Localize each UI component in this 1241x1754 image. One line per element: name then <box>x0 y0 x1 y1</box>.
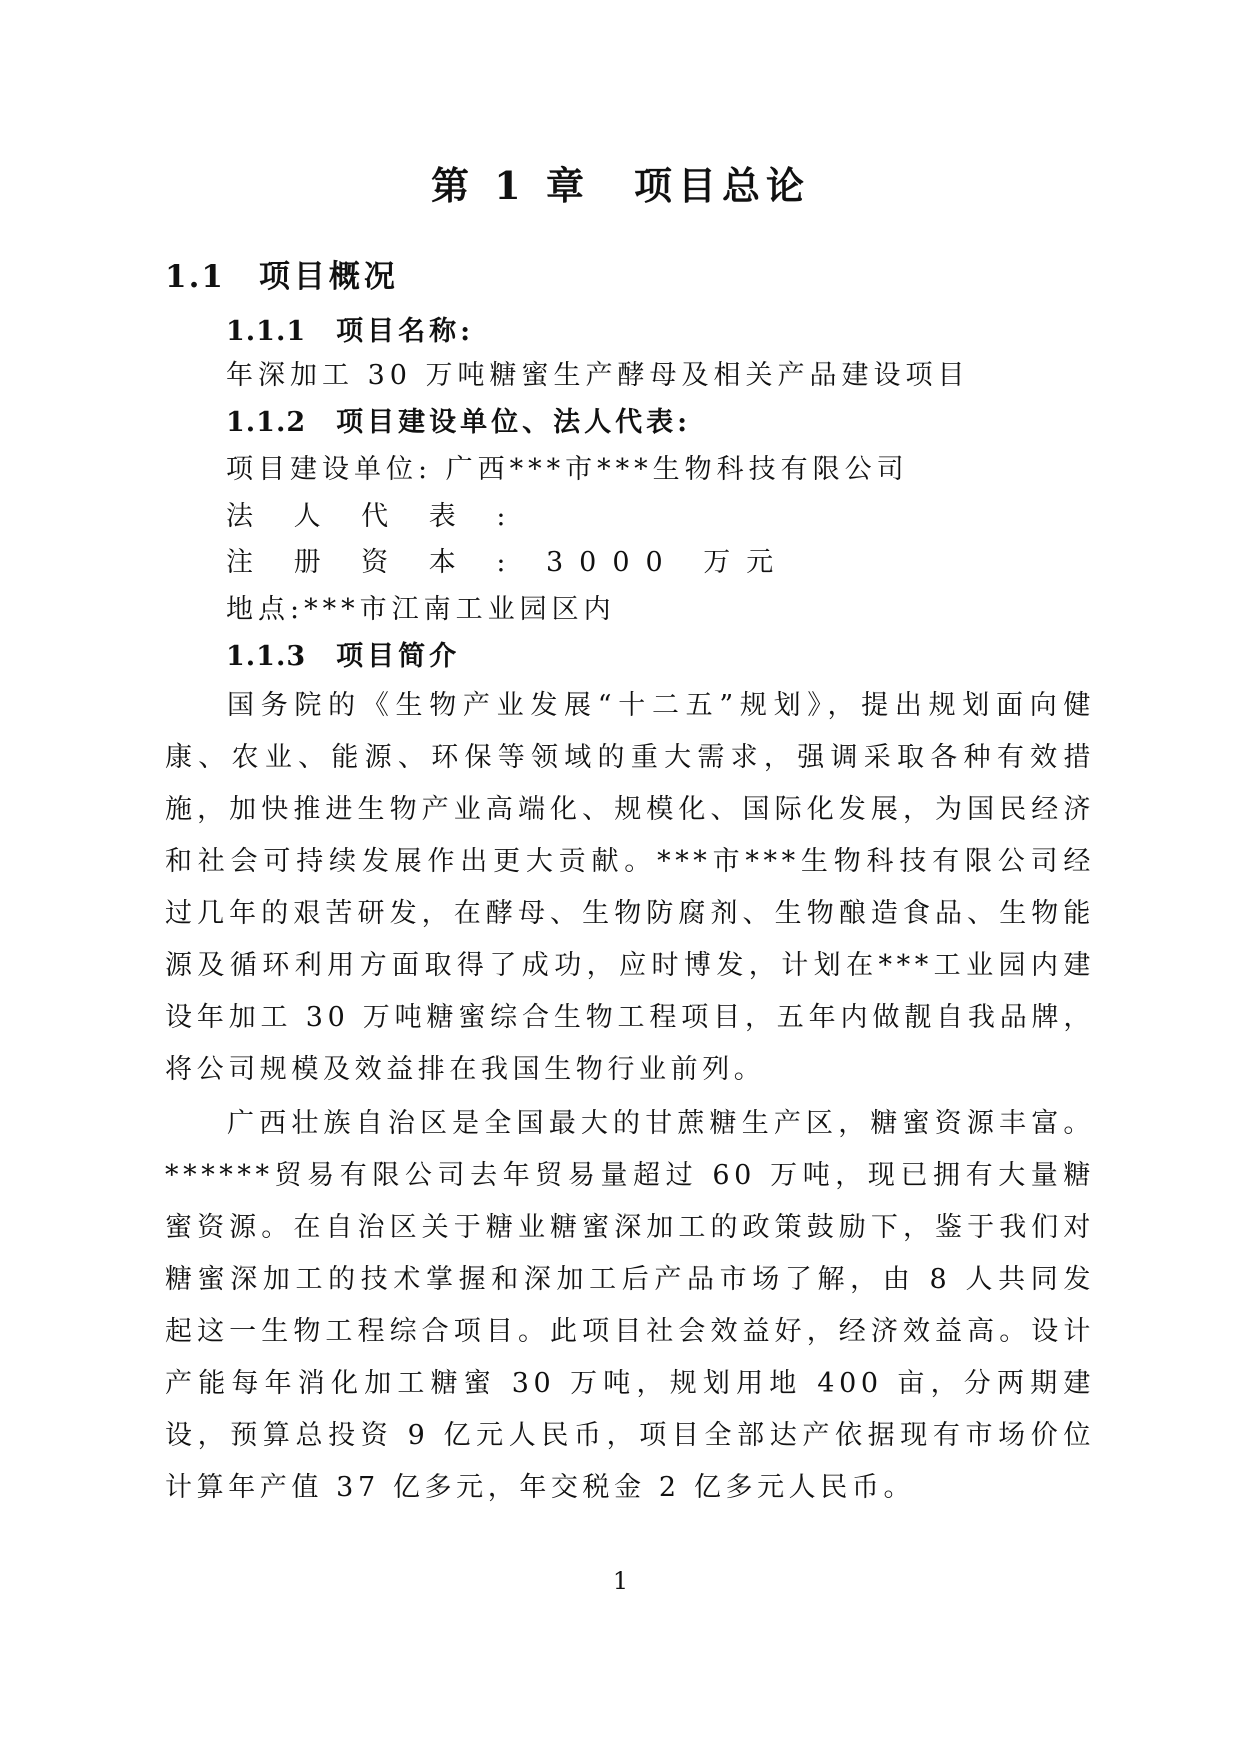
page-number: 1 <box>612 1567 629 1595</box>
company-line: 项目建设单位: 广西***市***生物科技有限公司 <box>226 454 909 485</box>
chapter-title: 第 1 章 项目总论 <box>431 163 810 208</box>
subsection-heading-intro <box>226 637 460 677</box>
intro-paragraph-2: 广西壮族自治区是全国最大的甘蔗糖生产区，糖蜜资源丰富。******贸易有限公司去年贸易量超过 60 万吨，现已拥有大量糖蜜资源。在自治区关于糖业糖蜜深加工的政策鼓励下，鉴于我们对糖蜜深加工的技术掌握和深加工后产品市场了解，由 8 人共同发起这一生物工程综合项目。此项目社会效益好，经济效益高。设计产能每年消化加工糖蜜 30 万吨，规划用地 400 亩，分两期建设，预算总投资 9 亿元人民币，项目全部达产依据现有市场价位计算年产值 37 亿多元，年交税金 2 亿多元人民币。 <box>165 1108 1095 1503</box>
subsection-title: 项目名称: <box>336 316 475 347</box>
subsection-title: 项目建设单位、法人代表: <box>336 407 692 438</box>
subsection-number: 1.1.2 <box>226 407 307 438</box>
location-line: 地点:***市江南工业园区内 <box>226 594 616 625</box>
capital-line: 注 册 资 本 : 3000 万元 <box>226 547 790 578</box>
subsection-heading-unit <box>226 403 691 443</box>
subsection-number: 1.1.3 <box>226 641 307 672</box>
subsection-number: 1.1.1 <box>226 316 307 347</box>
section-title: 项目概况 <box>258 259 399 295</box>
section-heading <box>165 255 399 299</box>
intro-paragraph-1: 国务院的《生物产业发展“十二五”规划》，提出规划面向健康、农业、能源、环保等领域的重大需求，强调采取各种有效措施，加快推进生物产业高端化、规模化、国际化发展，为国民经济和社会可持续发展作出更大贡献。***市***生物科技有限公司经过几年的艰苦研发，在酵母、生物防腐剂、生物酿造食品、生物能源及循环利用方面取得了成功，应时博发，计划在***工业园内建设年加工 30 万吨糖蜜综合生物工程项目，五年内做靓自我品牌，将公司规模及效益排在我国生物行业前列。 <box>165 690 1095 1085</box>
project-name-text: 年深加工 30 万吨糖蜜生产酵母及相关产品建设项目 <box>226 360 970 391</box>
subsection-title: 项目简介 <box>336 641 461 672</box>
subsection-heading-name <box>226 312 474 352</box>
section-number: 1.1 <box>165 259 225 295</box>
legal-rep-line: 法 人 代 表 : <box>226 501 522 532</box>
